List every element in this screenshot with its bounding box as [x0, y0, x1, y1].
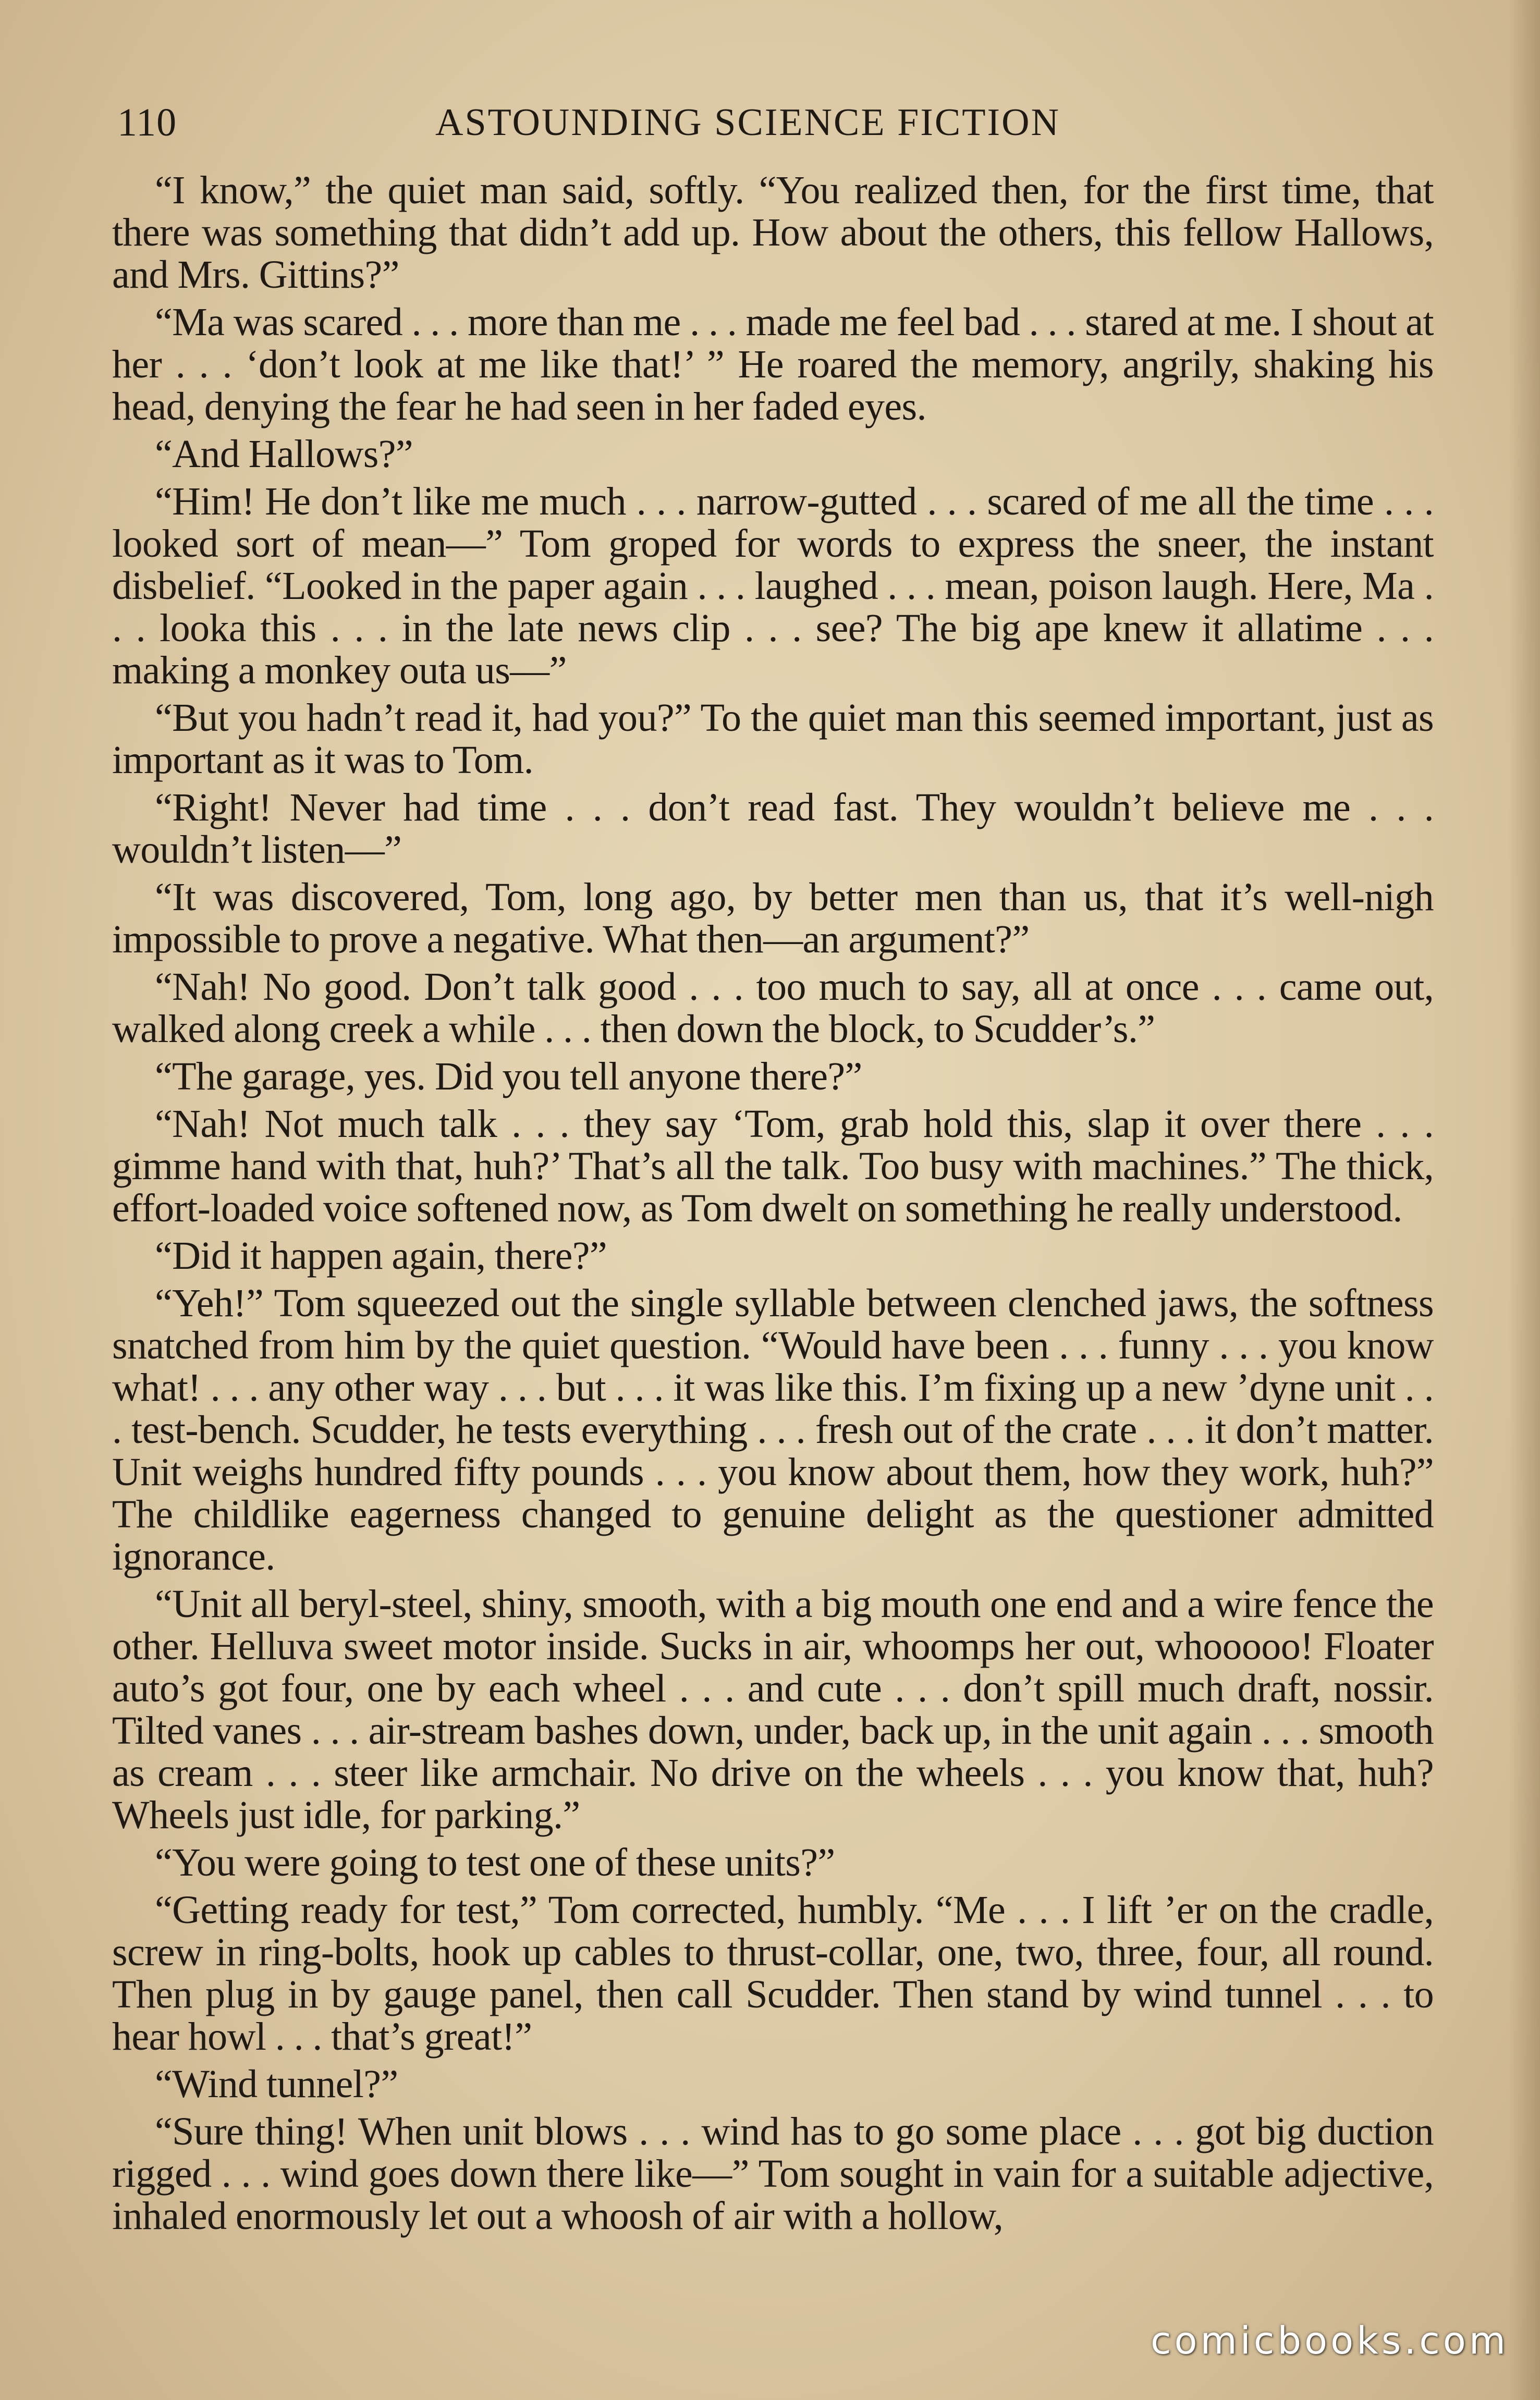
page-number: 110	[117, 101, 177, 144]
paragraph: “Ma was scared . . . more than me . . . made me feel bad . . . stared at me. I shout at her . . . ‘don’t look at me like that!’ ” He roared the memory, angrily, shaking his head, denying the fear he had seen in her faded eyes.	[112, 300, 1434, 428]
paragraph: “Nah! Not much talk . . . they say ‘Tom, grab hold this, slap it over there . . . gimme hand with that, huh?’ That’s all the talk. Too busy with machines.” The thick, effort-loaded voice softened now, as Tom dwelt on something he really understood.	[112, 1102, 1434, 1230]
paragraph: “Him! He don’t like me much . . . narrow-gutted . . . scared of me all the time . . . looked sort of mean—” Tom groped for words to express the sneer, the instant disbelief. “Looked in the paper again . . . laughed . . . mean, poison laugh. Here, Ma . . . looka this . . . in the late news clip . . . see? The big ape knew it allatime . . . making a monkey outa us—”	[112, 480, 1434, 692]
body-text	[112, 169, 1434, 2291]
running-title: ASTOUNDING SCIENCE FICTION	[435, 101, 1060, 144]
paragraph: “And Hallows?”	[155, 432, 413, 476]
paragraph: “Did it happen again, there?”	[155, 1234, 607, 1278]
running-head	[117, 94, 1452, 151]
paragraph: “Right! Never had time . . . don’t read fast. They wouldn’t believe me . . . wouldn’t listen—”	[112, 786, 1434, 872]
paragraph: “It was discovered, Tom, long ago, by better men than us, that it’s well-nigh impossible to prove a negative. What then—an argument?”	[112, 875, 1434, 961]
paragraph: “Nah! No good. Don’t talk good . . . too much to say, all at once . . . came out, walked along creek a while . . . then down the block, to Scudder’s.”	[112, 965, 1434, 1051]
paragraph: “Yeh!” Tom squeezed out the single syllable between clenched jaws, the softness snatched from him by the quiet question. “Would have been . . . funny . . . you know what! . . . any other way . . . but . . . it was like this. I’m fixing up a new ’dyne unit . . . test-bench. Scudder, he tests everything . . . fresh out of the crate . . . it don’t matter. Unit weighs hundred fifty pounds . . . you know about them, how they work, huh?” The childlike eagerness changed to genuine delight as the questioner admitted ignorance.	[112, 1281, 1434, 1578]
paragraph: “Unit all beryl-steel, shiny, smooth, with a big mouth one end and a wire fence the other. Helluva sweet motor inside. Sucks in air, whoomps her out, whooooo! Floater auto’s got four, one by each wheel . . . and cute . . . don’t spill much draft, nossir. Tilted vanes . . . air-stream bashes down, under, back up, in the unit again . . . smooth as cream . . . steer like armchair. No drive on the wheels . . . you know that, huh? Wheels just idle, for parking.”	[112, 1582, 1434, 1837]
paragraph: “But you hadn’t read it, had you?” To the quiet man this seemed important, just as important as it was to Tom.	[112, 696, 1434, 782]
page-edge-shadow	[1509, 0, 1540, 2400]
paragraph: “Getting ready for test,” Tom corrected, humbly. “Me . . . I lift ’er on the cradle, screw in ring-bolts, hook up cables to thrust-collar, one, two, three, four, all round. Then plug in by gauge panel, then call Scudder. Then stand by wind tunnel . . . to hear howl . . . that’s great!”	[112, 1888, 1434, 2059]
source-watermark: comicbooks.com	[1150, 2319, 1509, 2362]
paragraph: “Sure thing! When unit blows . . . wind has to go some place . . . got big duction rigged . . . wind goes down there like—” Tom sought in vain for a suitable adjective, inhaled enormously let out a whoosh of air with a hollow,	[112, 2110, 1434, 2238]
paragraph: “I know,” the quiet man said, softly. “You realized then, for the first time, that there was something that didn’t add up. How about the others, this fellow Hallows, and Mrs. Gittins?”	[112, 169, 1434, 297]
paragraph: “You were going to test one of these units?”	[155, 1841, 835, 1884]
paragraph: “The garage, yes. Did you tell anyone there?”	[155, 1055, 862, 1098]
paragraph: “Wind tunnel?”	[155, 2062, 398, 2106]
